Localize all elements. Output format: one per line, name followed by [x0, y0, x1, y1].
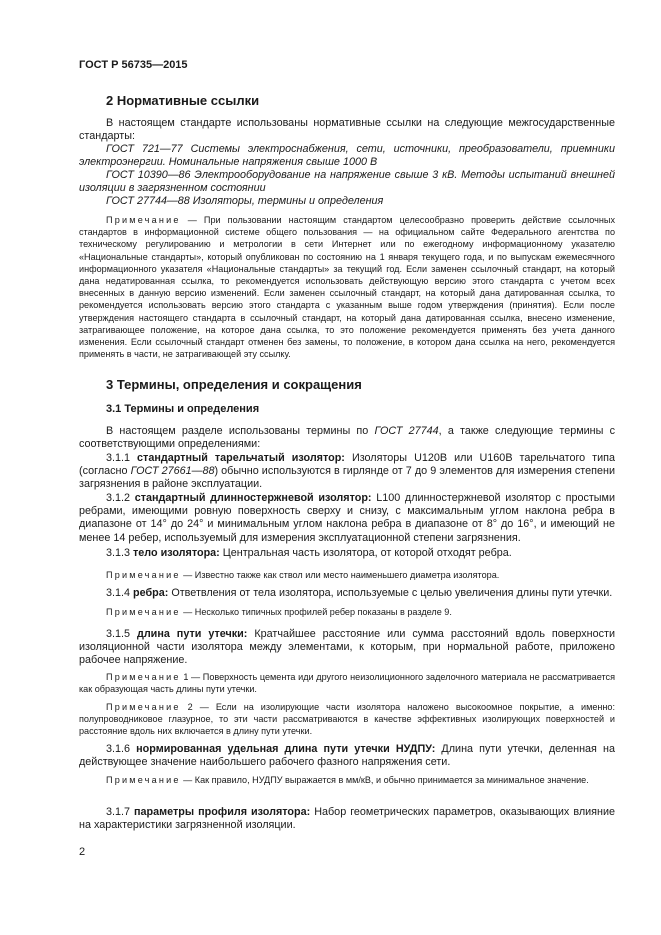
term-number: 3.1.4 [106, 587, 131, 599]
term-reference: ГОСТ 27661—88 [130, 465, 215, 478]
term-definition: Изоляторы U120B или U160B тарельчатого типа (согласно [79, 452, 616, 478]
term-number: 3.1.1 [106, 452, 131, 464]
note-label: Примечание [106, 672, 181, 682]
document-code-header: ГОСТ Р 56735—2015 [79, 59, 188, 71]
term-name: ребра: [133, 587, 169, 599]
section-2-heading: 2 Нормативные ссылки [106, 93, 260, 108]
term-definition: L100 длинностержневой изолятор с простыми ребрами, имеющими ровную поверхность сверху и снизу, с максимальным углом наклона ребра в диапазоне от 14° до 24° и минимальным углом наклона ребра в диапазоне от 8° до 16°, и имеющий не менее 14 ребер, используемый для измерения эксплуатационной степени загрязнения. [79, 492, 616, 544]
intro-text: В настоящем разделе использованы термины по [106, 425, 375, 437]
reference-code: ГОСТ 10390—86 [106, 169, 191, 181]
term-name: нормированная удельная длина пути утечки НУДПУ: [136, 743, 436, 755]
term-3-1-3 [79, 547, 615, 560]
term-3-1-4-note [79, 606, 615, 618]
term-3-1-2 [79, 492, 615, 545]
term-3-1-1 [79, 452, 615, 492]
page-number: 2 [79, 846, 86, 858]
note-text: — Известно также как ствол или место наименьшего диаметра изолятора. [183, 570, 500, 580]
term-name: длина пути утечки: [136, 628, 248, 640]
term-definition: Длина пути утечки, деленная на действующее значение наибольшего рабочего фазного напряжения сети. [79, 743, 615, 769]
term-3-1-4 [79, 587, 615, 600]
note-label: Примечание [106, 607, 181, 617]
reference-gost-27744 [79, 195, 615, 208]
intro-text-end: , а также следующие термины с соответствующими определениями: [79, 425, 615, 451]
term-definition-end: ) обычно используются в гирлянде от 7 до 9 элементов для измерения степени загрязнения в районе эксплуатации. [79, 465, 615, 491]
term-number: 3.1.5 [106, 628, 131, 640]
term-3-1-3-note [79, 569, 615, 581]
section-3-intro [79, 425, 615, 451]
reference-title: Системы электроснабжения, сети, источники, преобразователи, приемники электроэнергии. Номинальные напряжения свыше 1000 В [79, 143, 615, 169]
term-definition: Набор геометрических параметров, оказывающих влияние на характеристики загрязненной изоляции. [79, 806, 615, 832]
note-label: Примечание [106, 702, 181, 712]
reference-title: Изоляторы, термины и определения [192, 195, 384, 207]
term-number: 3.1.2 [106, 492, 131, 504]
term-name: параметры профиля изолятора: [134, 806, 311, 818]
term-3-1-6-note [79, 774, 615, 786]
reference-title: Электрооборудование на напряжение свыше 3 кВ. Методы испытаний внешней изоляции в загрязненном состоянии [79, 169, 615, 195]
note-text: — Несколько типичных профилей ребер показаны в разделе 9. [183, 607, 452, 617]
note-label: Примечание [106, 775, 181, 785]
section-2-note [79, 214, 615, 360]
term-number: 3.1.7 [106, 806, 131, 818]
term-name: тело изолятора: [133, 547, 220, 559]
term-definition: Центральная часть изолятора, от которой отходят ребра. [219, 547, 512, 559]
term-number: 3.1.6 [106, 743, 131, 755]
term-3-1-5 [79, 628, 615, 668]
term-name: стандартный длинностержневой изолятор: [134, 492, 372, 504]
note-text: — При пользовании настоящим стандартом целесообразно проверить действие ссылочных стандартов в информационной системе общего пользования — на официальном сайте Федерального агентства по техническому регулированию и метрологии в сети Интернет или по ежегодному информационному указателю «Национальные стандарты», который опубликован по состоянию на 1 января текущего года, и по выпускам ежемесячного информационного указателя «Национальные стандарты» за текущий год. Если заменен ссылочный стандарт, на который дана недатированная ссылка, то рекомендуется использовать действующую версию этого стандарта с учетом всех внесенных в данную версию изменений. Если заменен ссылочный стандарт, на который дана датированная ссылка, то рекомендуется использовать версию этого стандарта с указанным выше годом утверждения (принятия). Если после утверждения настоящего стандарта в ссылочный стандарт, на который дана датированная ссылка, внесено изменение, затрагивающее положение, на которое дана ссылка, то это положение рекомендуется применять без учета данного изменения. Если ссылочный стандарт отменен без замены, то положение, в котором дана ссылка на него, рекомендуется применять в части, не затрагивающей эту ссылку. [79, 215, 616, 360]
subsection-3-1-heading: 3.1 Термины и определения [106, 403, 260, 415]
intro-reference: ГОСТ 27744 [374, 425, 439, 437]
reference-gost-721 [79, 143, 615, 169]
note-text: — Как правило, НУДПУ выражается в мм/кВ, и обычно принимается за минимальное значение. [183, 775, 589, 785]
note-text: 2 — Если на изолирующие части изолятора наложено высокоомное покрытие, а именно: полупроводниковое глазурное, то эти части рассматриваются в качестве эффективных изолирующих поверхностей и расстояние вдоль них включается в длину пути утечки. [79, 702, 615, 737]
reference-gost-10390 [79, 169, 615, 195]
reference-code: ГОСТ 27744—88 [106, 195, 190, 207]
term-3-1-6 [79, 743, 615, 769]
term-3-1-5-note-2 [79, 701, 615, 738]
section-2-intro: В настоящем стандарте использованы нормативные ссылки на следующие межгосударственные стандарты: [79, 117, 615, 143]
term-definition: Кратчайшее расстояние или сумма расстояний вдоль поверхности изоляционной части изолятора между элементами, к которым, при нормальной работе, приложено рабочее напряжение. [79, 628, 615, 667]
term-name: стандартный тарельчатый изолятор: [137, 452, 345, 464]
note-label: Примечание [106, 215, 181, 225]
reference-code: ГОСТ 721—77 [106, 143, 183, 155]
term-number: 3.1.3 [106, 547, 131, 559]
term-definition: Ответвления от тела изолятора, используемые с целью увеличения длины пути утечки. [168, 587, 613, 599]
note-text: 1 — Поверхность цемента иди другого неизолиционного заделочного материала не рассматривается как образующая часть длины пути утечки. [79, 672, 615, 695]
term-3-1-5-note-1 [79, 671, 615, 695]
section-3-heading: 3 Термины, определения и сокращения [106, 377, 362, 392]
note-label: Примечание [106, 570, 181, 580]
term-3-1-7 [79, 806, 615, 832]
